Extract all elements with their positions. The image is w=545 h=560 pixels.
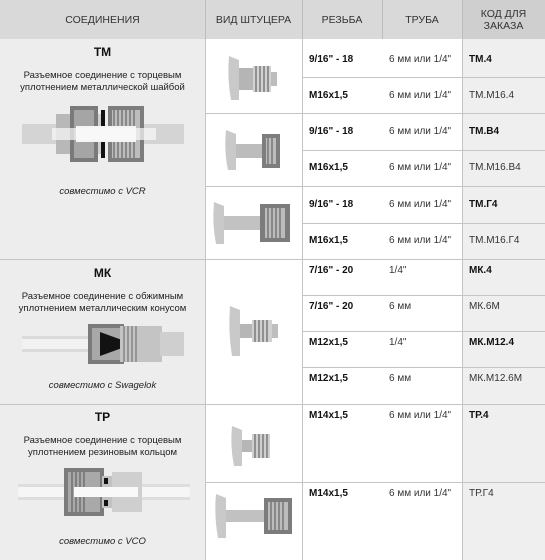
section-description-mk: уплотнением металлическим конусом: [18, 303, 187, 314]
thread-value: M16x1,5: [309, 90, 348, 101]
section-description-mk: Разъемное соединение с обжимным: [21, 291, 184, 302]
male-fitting-icon: [226, 302, 282, 360]
tube-value: 1/4": [389, 337, 407, 348]
order-code: МК.4: [469, 265, 492, 276]
male-fitting-icon: [225, 52, 280, 104]
order-code: ТМ.М16.В4: [469, 162, 521, 173]
header-divider: [382, 0, 383, 39]
order-code: ТМ.В4: [469, 126, 499, 137]
thread-value: M14x1,5: [309, 488, 348, 499]
tube-value: 6 мм или 1/4": [389, 199, 452, 210]
tm-connection-cross-section-icon: [22, 100, 184, 168]
group-divider: [205, 113, 545, 114]
tube-value: 6 мм или 1/4": [389, 90, 452, 101]
fitting-with-nut-icon: [210, 196, 294, 250]
order-code: ТМ.М16.4: [469, 90, 515, 101]
thread-value: M12x1,5: [309, 337, 348, 348]
header-connection: СОЕДИНЕНИЯ: [65, 13, 140, 26]
thread-value: M14x1,5: [309, 410, 348, 421]
order-code: МК.6М: [469, 301, 500, 312]
tube-value: 6 мм или 1/4": [389, 54, 452, 65]
section-description-tp: уплотнением резиновым кольцом: [27, 447, 178, 458]
thread-value: M16x1,5: [309, 162, 348, 173]
section-description-tp: Разъемное соединение с торцевым: [23, 435, 182, 446]
section-title-tp: ТР: [94, 410, 111, 424]
group-divider: [205, 482, 545, 483]
section-compat-tp: совместимо с VCO: [59, 536, 146, 547]
section-divider: [0, 404, 545, 405]
thread-value: 7/16" - 20: [309, 301, 354, 312]
row-divider: [302, 77, 545, 78]
order-code: ТР.Г4: [469, 488, 494, 499]
row-divider: [302, 331, 545, 332]
tp-connection-cross-section-icon: [18, 462, 190, 522]
tube-value: 6 мм или 1/4": [389, 235, 452, 246]
thread-value: 9/16" - 18: [309, 199, 354, 210]
tube-value: 6 мм или 1/4": [389, 488, 452, 499]
tube-value: 1/4": [389, 265, 407, 276]
group-divider: [205, 186, 545, 187]
tube-value: 6 мм: [389, 373, 412, 384]
order-code: ТМ.4: [469, 54, 492, 65]
section-description-tm: Разъемное соединение с торцевым: [23, 70, 182, 81]
male-fitting-icon: [228, 422, 278, 470]
row-divider: [302, 367, 545, 368]
order-code: МК.М12.6М: [469, 373, 523, 384]
fitting-with-nut-icon: [212, 490, 296, 542]
order-code: ТМ.Г4: [469, 199, 498, 210]
order-code: МК.М12.4: [469, 337, 515, 348]
tube-value: 6 мм или 1/4": [389, 162, 452, 173]
mk-connection-cross-section-icon: [22, 318, 184, 370]
header-fitting-view: ВИД ШТУЦЕРА: [215, 13, 292, 26]
section-description-tm: уплотнением металлической шайбой: [20, 82, 185, 93]
thread-value: M12x1,5: [309, 373, 348, 384]
header-divider: [205, 0, 206, 39]
header-divider: [302, 0, 303, 39]
order-code: ТР.4: [469, 410, 489, 421]
row-divider: [302, 223, 545, 224]
section-divider: [0, 259, 545, 260]
section-title-mk: МК: [93, 266, 112, 280]
tube-value: 6 мм или 1/4": [389, 410, 452, 421]
thread-value: 9/16" - 18: [309, 54, 354, 65]
thread-value: 9/16" - 18: [309, 126, 354, 137]
header-tube: ТРУБА: [405, 13, 439, 26]
tube-value: 6 мм: [389, 301, 412, 312]
flanged-fitting-icon: [222, 124, 284, 176]
section-compat-mk: совместимо с Swagelok: [48, 380, 157, 391]
thread-value: 7/16" - 20: [309, 265, 354, 276]
tube-value: 6 мм или 1/4": [389, 126, 452, 137]
header-divider: [462, 0, 463, 39]
section-compat-tm: совместимо с VCR: [59, 186, 146, 197]
header-thread: РЕЗЬБА: [321, 13, 363, 26]
row-divider: [302, 150, 545, 151]
order-code: ТМ.М16.Г4: [469, 235, 520, 246]
section-title-tm: ТМ: [93, 45, 112, 59]
header-order-code: КОД ДЛЯ ЗАКАЗА: [462, 0, 545, 39]
row-divider: [302, 295, 545, 296]
thread-value: M16x1,5: [309, 235, 348, 246]
